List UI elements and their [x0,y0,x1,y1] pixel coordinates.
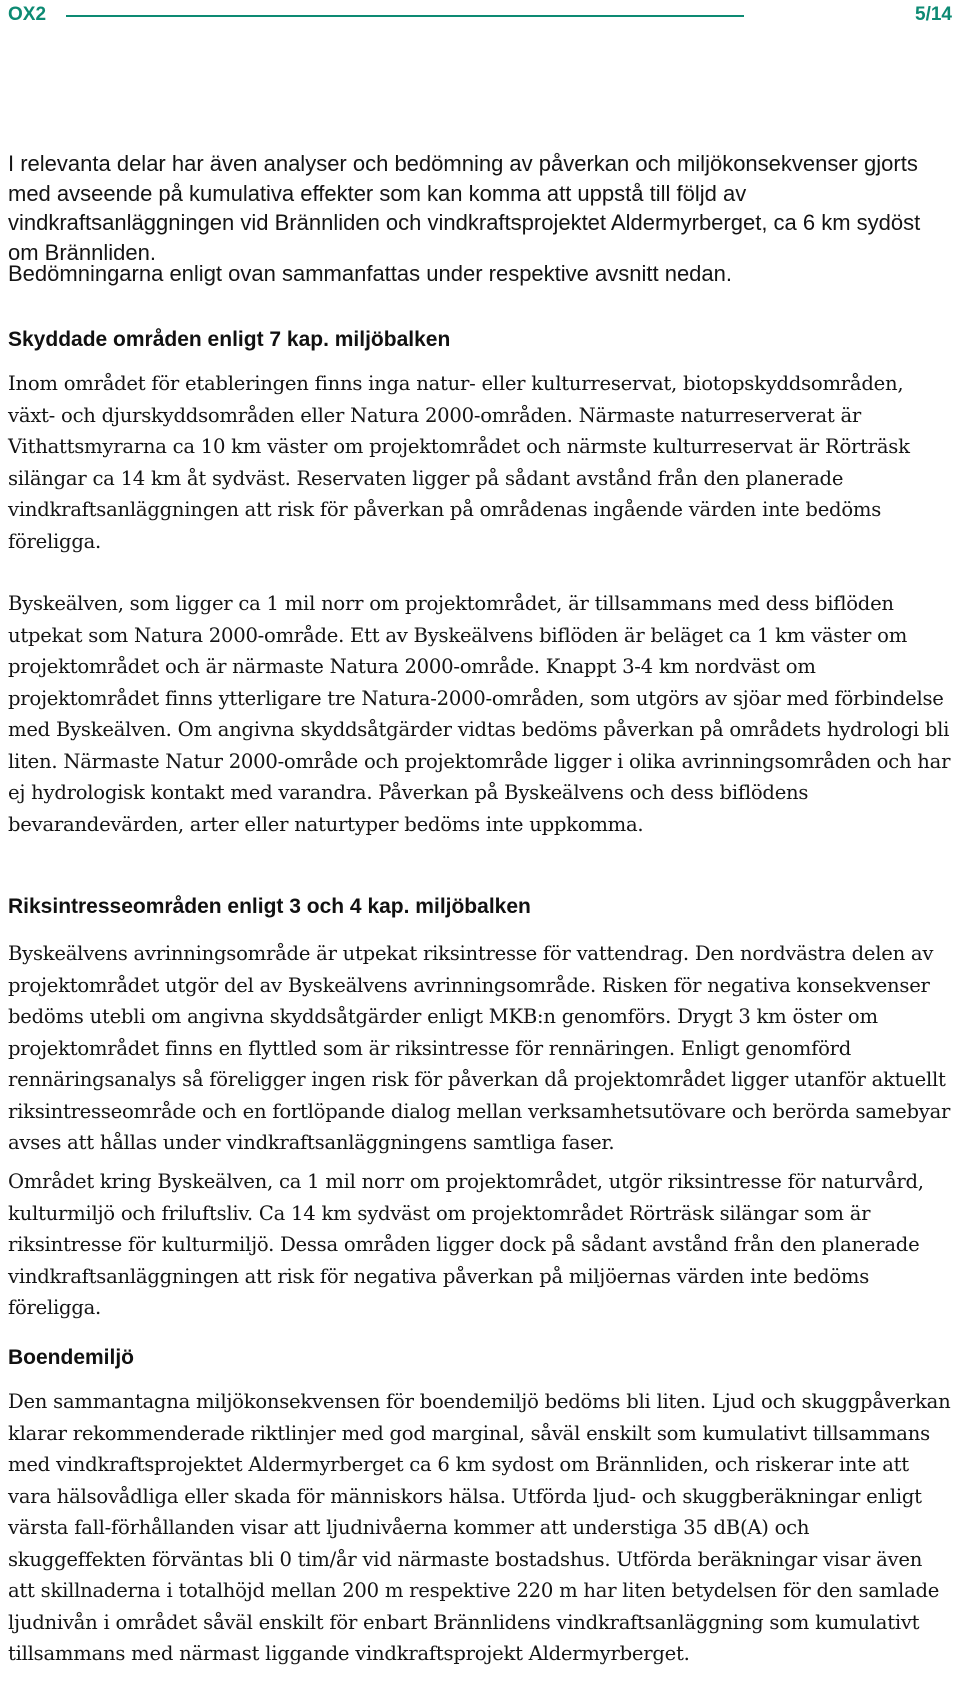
section-heading-national-interest: Riksintresseområden enligt 3 och 4 kap. miljöbalken [8,895,531,918]
national-interest-paragraph-2: Området kring Byskeälven, ca 1 mil norr om projektområdet, utgör riksintresse för naturvård, kulturmiljö och friluftsliv. Ca 14 km sydväst om projektområdet Rörträsk silängar som är riksintresse för kulturmiljö. Dessa områden ligger dock på sådant avstånd från den planerade vindkraftsanläggningen att risk för negativa påverkan på miljöernas värden inte bedöms föreligga. [8,1170,924,1319]
header-rule [66,15,744,17]
protected-areas-paragraph-1: Inom området för etableringen finns inga natur- eller kulturreservat, biotopskyddsområden, växt- och djurskyddsområden eller Natura 2000-områden. Närmaste naturreserverat är Vithattsmyrarna ca 10 km väster om projektområdet och närmste kulturreservat är Rörträsk silängar ca 14 km åt sydväst. Reservaten ligger på sådant avstånd från den planerade vindkraftsanläggningen att risk för påverkan på områdenas ingående värden inte bedöms föreligga. [8,372,910,553]
living-environment-paragraph: Den sammantagna miljökonsekvensen för boendemiljö bedöms bli liten. Ljud och skuggpåverkan klarar rekommenderade riktlinjer med god marginal, såväl enskilt som kumulativt tillsammans med vindkraftsprojektet Aldermyrberget ca 6 km sydost om Brännliden, och riskerar inte att vara hälsovådliga eller skada för människors hälsa. Utförda ljud- och skuggberäkningar enligt värsta fall-förhållanden visar att ljudnivåerna kommer att understiga 35 dB(A) och skuggeffekten förväntas bli 0 tim/år vid närmaste bostadshus. Utförda beräkningar visar även att skillnaderna i totalhöjd mellan 200 m respektive 220 m har liten betydelsen för den samlade ljudnivån i området såväl enskilt för enbart Brännlidens vindkraftsanläggning som kumulativt tillsammans med närmast liggande vindkraftsprojekt Aldermyrberget. [8,1390,951,1665]
intro-paragraph: I relevanta delar har även analyser och bedömning av påverkan och miljökonsekvenser gjorts med avseende på kumulativa effekter som kan komma att uppstå till följd av vindkraftsanläggningen vid Brännliden och vindkraftsprojektet Aldermyrberget, ca 6 km sydöst om Brännliden. [8,151,921,265]
section-heading-protected-areas: Skyddade områden enligt 7 kap. miljöbalken [8,328,451,351]
document-id: OX2 [8,4,47,25]
section-heading-living-environment: Boendemiljö [8,1346,135,1369]
national-interest-paragraph-1: Byskeälvens avrinningsområde är utpekat riksintresse för vattendrag. Den nordvästra delen av projektområdet utgör del av Byskeälvens avrinningsområde. Risken för negativa konsekvenser bedöms utebli om angivna skyddsåtgärder enligt MKB:n genomförs. Drygt 3 km öster om projektområdet finns en flyttled som är riksintresse för rennäringen. Enligt genomförd rennäringsanalys så föreligger ingen risk för påverkan då projektområdet ligger utanför aktuellt riksintresseområde och en fortlöpande dialog mellan verksamhetsutövare och berörda samebyar avses att hållas under vindkraftsanläggningens samtliga faser. [8,942,951,1154]
page-number: 5/14 [915,4,952,25]
page-header [0,0,960,34]
protected-areas-paragraph-2: Byskeälven, som ligger ca 1 mil norr om projektområdet, är tillsammans med dess biflöden utpekat som Natura 2000-område. Ett av Byskeälvens biflöden är beläget ca 1 km väster om projektområdet och är närmaste Natura 2000-område. Knappt 3-4 km nordväst om projektområdet finns ytterligare tre Natura-2000-områden, som utgörs av sjöar med förbindelse med Byskeälven. Om angivna skyddsåtgärder vidtas bedöms påverkan på områdets hydrologi bli liten. Närmaste Natur 2000-område och projektområde ligger i olika avrinningsområden och har ej hydrologisk kontakt med varandra. Påverkan på Byskeälvens och dess biflödens bevarandevärden, arter eller naturtyper bedöms inte uppkomma. [8,592,951,836]
intro-summary: Bedömningarna enligt ovan sammanfattas under respektive avsnitt nedan. [8,261,732,286]
